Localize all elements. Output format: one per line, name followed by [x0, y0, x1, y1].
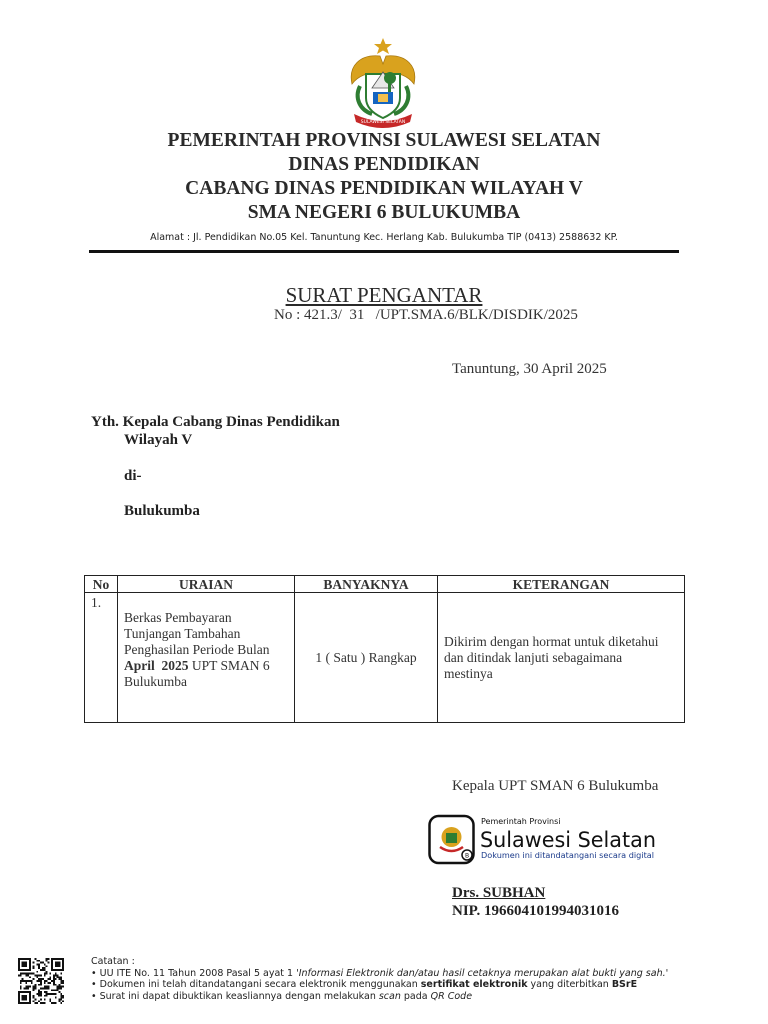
note-bold: BSrE	[611, 979, 638, 990]
provincial-emblem	[344, 36, 422, 128]
uraian-line: Tunjangan Tambahan	[124, 626, 241, 641]
letter-title: SURAT PENGANTAR	[285, 283, 483, 307]
footnotes	[91, 956, 668, 1002]
letterhead-line-2: DINAS PENDIDIKAN	[288, 154, 480, 175]
letter-number: No : 421.3/ 31 /UPT.SMA.6/BLK/DISDIK/2025	[274, 307, 578, 323]
badge-small-text: Pemerintah Provinsi	[481, 817, 561, 826]
svg-text:B: B	[464, 852, 470, 860]
letterhead-divider	[89, 250, 679, 253]
cell-banyaknya: 1 ( Satu ) Rangkap	[295, 593, 438, 723]
uraian-line: Bulukumba	[124, 674, 187, 689]
header-banyaknya: BANYAKNYA	[295, 576, 438, 593]
note-text: • Surat ini dapat dibuktikan keasliannya dengan melakukan	[91, 990, 379, 1002]
note-italic: QR Code	[430, 990, 473, 1002]
note-bold: sertifikat elektronik	[420, 979, 528, 990]
keterangan-line: mestinya	[444, 665, 493, 681]
signatory-name: Drs. SUBHAN	[452, 885, 546, 901]
uraian-line: Berkas Pembayaran	[124, 610, 232, 625]
cell-keterangan	[438, 593, 685, 723]
header-keterangan: KETERANGAN	[438, 576, 685, 593]
badge-caption: Dokumen ini ditandatangani secara digital	[481, 851, 654, 860]
note-item	[91, 979, 668, 991]
note-text: • UU ITE No. 11 Tahun 2008 Pasal 5 ayat 1 '	[91, 967, 299, 979]
table-header-row	[85, 576, 685, 593]
header-no: No	[85, 576, 118, 593]
keterangan-line: dan ditindak lanjuti sebagaimana	[444, 649, 623, 665]
note-item	[91, 968, 668, 980]
notes-heading: Catatan :	[91, 956, 135, 967]
note-text: pada	[400, 990, 431, 1002]
note-italic: scan	[378, 990, 401, 1002]
recipient-line-4: Bulukumba	[124, 503, 200, 519]
header-uraian: URAIAN	[118, 576, 295, 593]
letterhead-line-4: SMA NEGERI 6 BULUKUMBA	[247, 202, 521, 223]
recipient-line-1: Yth. Kepala Cabang Dinas Pendidikan	[91, 414, 340, 430]
uraian-unit: UPT SMAN 6	[188, 658, 270, 673]
cell-no: 1.	[85, 593, 118, 723]
emblem-ribbon-text: SULAWESI SELATAN	[360, 120, 406, 125]
items-table	[84, 575, 685, 723]
place-date: Tanuntung, 30 April 2025	[452, 361, 607, 377]
note-item	[91, 991, 668, 1003]
cell-uraian	[118, 593, 295, 723]
table-row	[85, 593, 685, 723]
badge-big-text: Sulawesi Selatan	[480, 828, 656, 852]
uraian-period: April 2025	[124, 658, 189, 673]
recipient-line-2: Wilayah V	[124, 432, 193, 448]
letterhead-address: Alamat : Jl. Pendidikan No.05 Kel. Tanuntung Kec. Herlang Kab. Bulukumba TlP (0413) 2588632 KP.	[150, 232, 618, 243]
note-text: • Dokumen ini telah ditandatangani secara elektronik menggunakan	[91, 979, 421, 990]
letterhead-line-1: PEMERINTAH PROVINSI SULAWESI SELATAN	[167, 130, 601, 151]
recipient-line-3: di-	[124, 468, 142, 484]
signatory-role: Kepala UPT SMAN 6 Bulukumba	[452, 778, 659, 794]
qr-code	[18, 958, 64, 1004]
uraian-line: Penghasilan Periode Bulan	[124, 642, 270, 657]
uraian-line	[124, 658, 290, 674]
digital-signature-badge	[428, 813, 668, 867]
note-text: yang diterbitkan	[527, 979, 612, 990]
note-text: '	[665, 967, 669, 979]
letterhead-line-3: CABANG DINAS PENDIDIKAN WILAYAH V	[185, 178, 583, 199]
keterangan-line: Dikirim dengan hormat untuk diketahui	[444, 633, 659, 649]
signatory-nip: NIP. 196604101994031016	[452, 903, 619, 919]
note-italic: Informasi Elektronik dan/atau hasil cetaknya merupakan alat bukti yang sah.	[298, 967, 666, 979]
